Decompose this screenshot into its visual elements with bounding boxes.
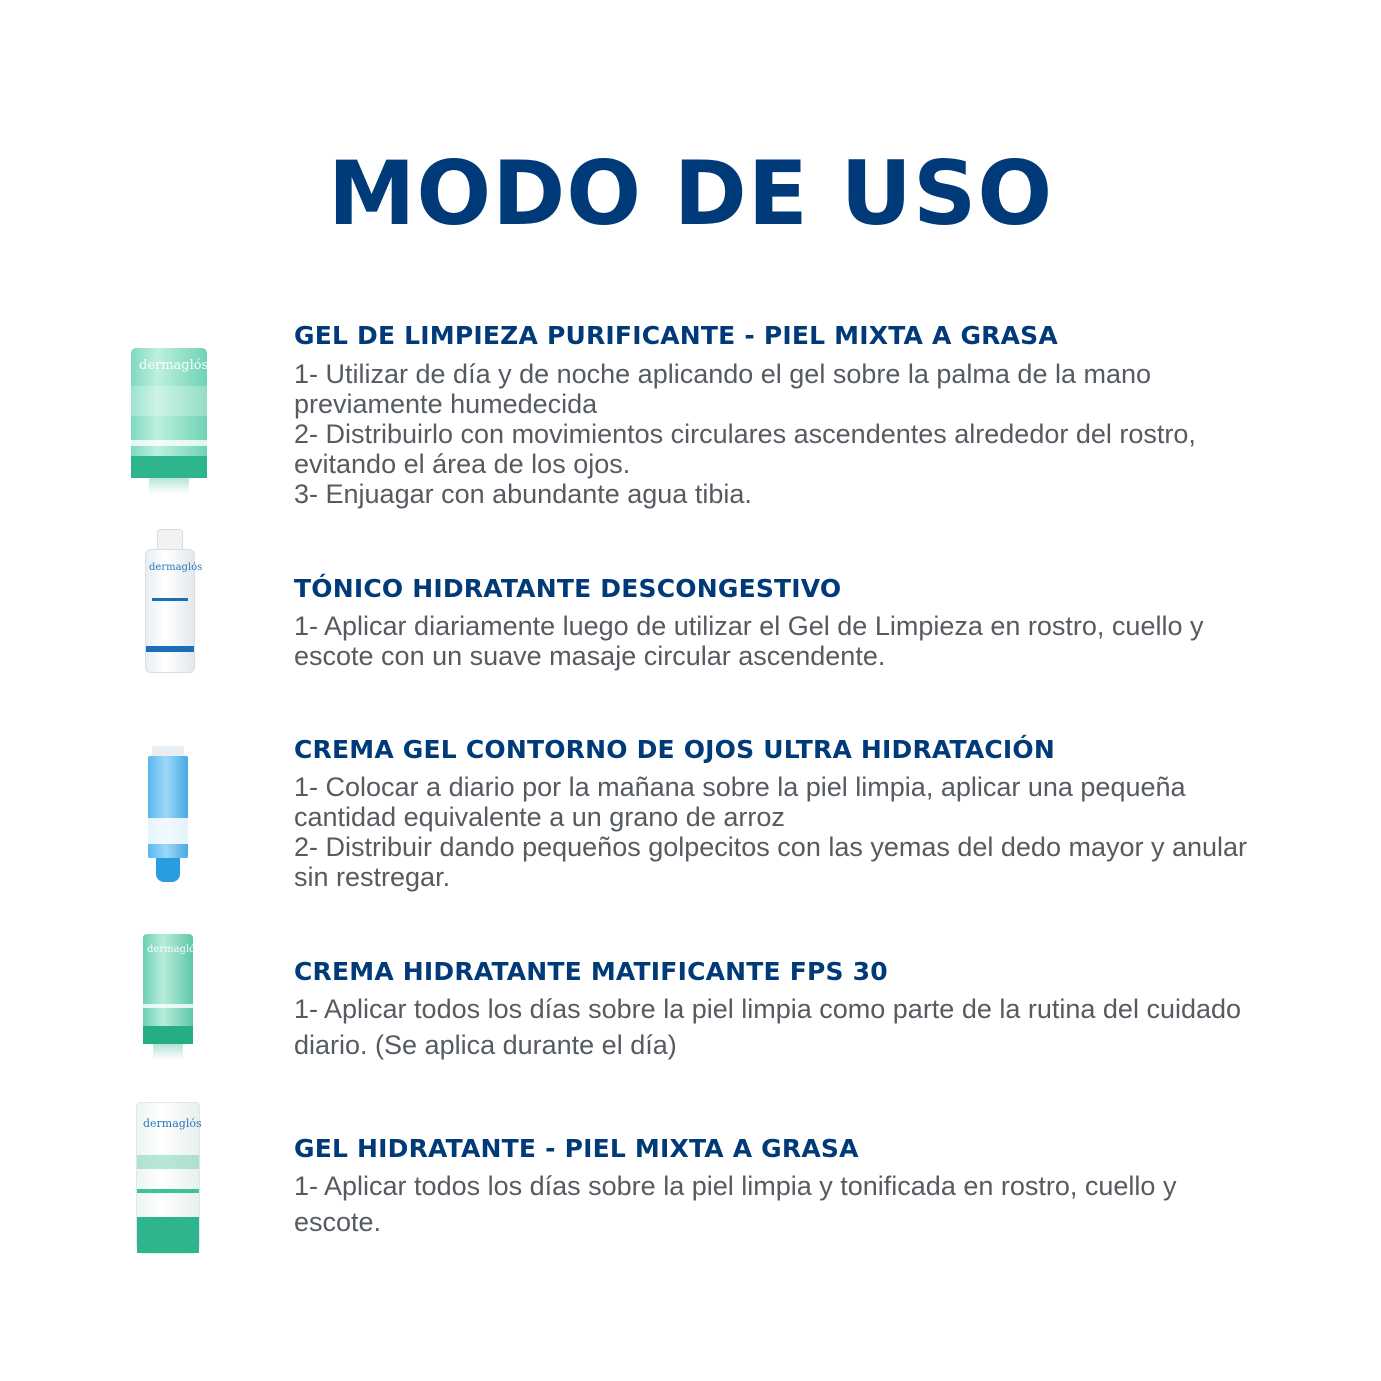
heading-tonico: TÓNICO HIDRATANTE DESCONGESTIVO	[294, 574, 842, 603]
product-image-contorno-ojos	[148, 746, 188, 886]
heading-crema-matificante: CREMA HIDRATANTE MATIFICANTE FPS 30	[294, 957, 888, 986]
steps-gel-limpieza	[294, 359, 1269, 509]
steps-gel-hidratante	[294, 1168, 1269, 1240]
step: 2- Distribuirlo con movimientos circulares ascendentes alrededor del rostro, evitando el área de los ojos.	[294, 419, 1196, 479]
heading-gel-hidratante: GEL HIDRATANTE - PIEL MIXTA A GRASA	[294, 1134, 859, 1163]
heading-gel-limpieza: GEL DE LIMPIEZA PURIFICANTE - PIEL MIXTA A GRASA	[294, 321, 1058, 350]
step: 1- Aplicar diariamente luego de utilizar el Gel de Limpieza en rostro, cuello y escote con un suave masaje circular ascendente.	[294, 611, 1204, 671]
page-title: MODO DE USO	[327, 142, 1054, 245]
product-image-gel-limpieza: dermaglós	[131, 348, 207, 498]
step: 1- Utilizar de día y de noche aplicando el gel sobre la palma de la mano previamente humedecida	[294, 359, 1152, 419]
step: 2- Distribuir dando pequeños golpecitos con las yemas del dedo mayor y anular sin restregar.	[294, 832, 1248, 892]
heading-contorno-ojos: CREMA GEL CONTORNO DE OJOS ULTRA HIDRATACIÓN	[294, 735, 1056, 764]
product-image-tonico: dermaglós	[145, 529, 193, 679]
step: 3- Enjuagar con abundante agua tibia.	[294, 479, 752, 509]
steps-contorno-ojos	[294, 772, 1269, 892]
step: 1- Aplicar todos los días sobre la piel limpia y tonificada en rostro, cuello y escote.	[294, 1171, 1177, 1237]
step: 1- Colocar a diario por la mañana sobre la piel limpia, aplicar una pequeña cantidad equivalente a un grano de arroz	[294, 772, 1186, 832]
product-image-crema-matificante: dermaglós	[143, 934, 193, 1064]
steps-crema-matificante	[294, 991, 1269, 1063]
product-image-gel-hidratante: dermaglós	[136, 1102, 198, 1267]
step: 1- Aplicar todos los días sobre la piel limpia como parte de la rutina del cuidado diario. (Se aplica durante el día)	[294, 994, 1242, 1060]
steps-tonico	[294, 611, 1269, 671]
